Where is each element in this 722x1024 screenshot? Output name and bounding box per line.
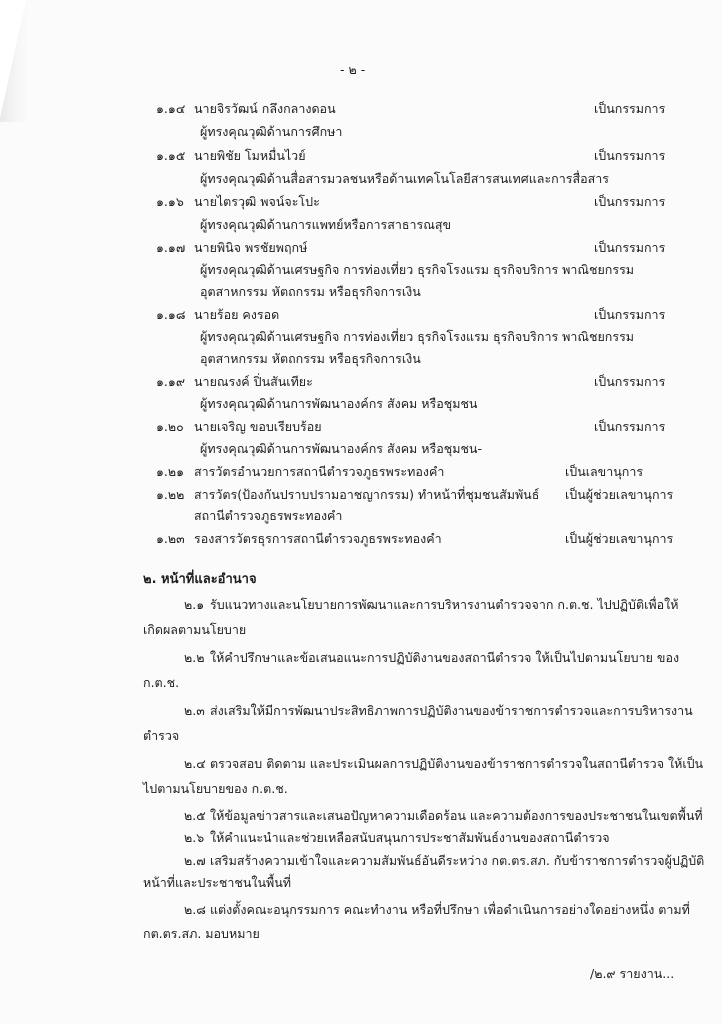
item-text: ให้ข้อมูลข่าวสารและเสนอปัญหาความเดือดร้อน และความต้องการของประชาชนในเขตพื้นที่ — [210, 808, 703, 823]
item-text-continuation: หน้าที่และประชาชนในพื้นที่ — [143, 875, 292, 890]
item-number: ๒.๑ — [184, 597, 205, 612]
item-text: แต่งตั้งคณะอนุกรรมการ คณะทำงาน หรือที่ปรึกษา เพื่อดำเนินการอย่างใดอย่างหนึ่ง ตามที่ — [210, 902, 690, 917]
item-text-continuation: เกิดผลตามนโยบาย — [143, 622, 247, 637]
member-name: สารวัตรอำนวยการสถานีตำรวจภูธรพระทองคำ — [194, 464, 445, 479]
member-number: ๑.๑๕ — [156, 148, 186, 163]
member-role: เป็นกรรมการ — [594, 374, 666, 389]
item-text: ส่งเสริมให้มีการพัฒนาประสิทธิภาพการปฏิบัติงานของข้าราชการตำรวจและการบริหารงาน — [210, 703, 693, 718]
item-text: ให้คำปรึกษาและข้อเสนอแนะการปฏิบัติงานของสถานีตำรวจ ให้เป็นไปตามนโยบาย ของ — [210, 650, 680, 665]
member-number: ๑.๒๓ — [156, 531, 185, 546]
item-number: ๒.๗ — [184, 853, 206, 868]
member-qualification: ผู้ทรงคุณวุฒิด้านสื่อสารมวลชนหรือด้านเทคโนโลยีสารสนเทศและการสื่อสาร — [200, 171, 609, 186]
member-name: นายไตรวุฒิ พจน์จะโปะ — [194, 194, 320, 209]
item-number: ๒.๕ — [184, 808, 206, 823]
member-role: เป็นกรรมการ — [594, 240, 666, 255]
item-text-continuation: ไปตามนโยบายของ ก.ต.ช. — [143, 781, 288, 796]
member-role: เป็นกรรมการ — [594, 101, 666, 116]
member-number: ๑.๒๐ — [156, 419, 184, 434]
member-qualification: ผู้ทรงคุณวุฒิด้านเศรษฐกิจ การท่องเที่ยว ธุรกิจโรงแรม ธุรกิจบริการ พาณิชยกรรม — [200, 262, 635, 277]
member-qualification: ผู้ทรงคุณวุฒิด้านเศรษฐกิจ การท่องเที่ยว ธุรกิจโรงแรม ธุรกิจบริการ พาณิชยกรรม — [200, 329, 635, 344]
member-number: ๑.๑๙ — [156, 374, 185, 389]
member-role: เป็นกรรมการ — [594, 148, 666, 163]
item-number: ๒.๘ — [184, 902, 206, 917]
member-name: นายณรงค์ ปิ่นสันเทียะ — [194, 374, 313, 389]
item-number: ๒.๓ — [184, 703, 205, 718]
member-name: นายพินิจ พรชัยพฤกษ์ — [194, 240, 308, 255]
item-text-continuation: ตำรวจ — [143, 728, 180, 743]
folded-corner — [0, 0, 26, 118]
member-role: เป็นเลขานุการ — [565, 464, 644, 479]
item-text: ให้คำแนะนำและช่วยเหลือสนับสนุนการประชาสัมพันธ์งานของสถานีตำรวจ — [210, 830, 610, 845]
member-qualification: สถานีตำรวจภูธรพระทองคำ — [194, 508, 343, 523]
member-role: เป็นกรรมการ — [594, 307, 666, 322]
member-number: ๑.๑๖ — [156, 194, 184, 209]
item-text: รับแนวทางและนโยบายการพัฒนาและการบริหารงานตำรวจจาก ก.ต.ช. ไปปฏิบัติเพื่อให้ — [210, 597, 679, 612]
item-text-continuation: ก.ต.ช. — [143, 675, 180, 690]
item-number: ๒.๔ — [184, 756, 206, 771]
member-number: ๑.๑๔ — [156, 101, 186, 116]
member-name: นายเจริญ ขอบเรียบร้อย — [194, 419, 322, 434]
item-text: ตรวจสอบ ติดตาม และประเมินผลการปฏิบัติงานของข้าราชการตำรวจในสถานีตำรวจ ให้เป็น — [210, 756, 704, 771]
item-number: ๒.๒ — [184, 650, 205, 665]
member-qualification: ผู้ทรงคุณวุฒิด้านการแพทย์หรือการสาธารณสุข — [200, 217, 452, 232]
member-number: ๑.๑๘ — [156, 307, 186, 322]
member-qualification: อุตสาหกรรม หัตถกรรม หรือธุรกิจการเงิน — [200, 351, 421, 366]
item-number: ๒.๖ — [184, 830, 205, 845]
member-number: ๑.๒๒ — [156, 487, 185, 502]
page-number: - ๒ - — [340, 62, 366, 77]
member-qualification: ผู้ทรงคุณวุฒิด้านการพัฒนาองค์กร สังคม หรือชุมชน — [200, 396, 478, 411]
member-name: นายร้อย คงรอด — [194, 307, 280, 322]
item-text: เสริมสร้างความเข้าใจและความสัมพันธ์อันดีระหว่าง กต.ตร.สภ. กับข้าราชการตำรวจผู้ปฏิบัติ — [210, 853, 705, 868]
member-qualification: อุตสาหกรรม หัตถกรรม หรือธุรกิจการเงิน — [200, 284, 421, 299]
continuation-note: /๒.๙ รายงาน... — [590, 966, 675, 981]
member-name: สารวัตร(ป้องกันปราบปรามอาชญากรรม) ทำหน้าที่ชุมชนสัมพันธ์ — [194, 487, 540, 502]
member-qualification: ผู้ทรงคุณวุฒิด้านการศึกษา — [200, 124, 343, 139]
item-text-continuation: กต.ตร.สภ. มอบหมาย — [143, 926, 260, 941]
member-qualification: ผู้ทรงคุณวุฒิด้านการพัฒนาองค์กร สังคม หรือชุมชน- — [200, 441, 482, 456]
member-role: เป็นผู้ช่วยเลขานุการ — [565, 487, 674, 502]
section-heading: ๒. หน้าที่และอำนาจ — [143, 572, 257, 587]
member-role: เป็นกรรมการ — [594, 194, 666, 209]
member-name: รองสารวัตรธุรการสถานีตำรวจภูธรพระทองคำ — [194, 531, 442, 546]
member-number: ๑.๒๑ — [156, 464, 185, 479]
member-role: เป็นกรรมการ — [594, 419, 666, 434]
member-number: ๑.๑๗ — [156, 240, 186, 255]
member-role: เป็นผู้ช่วยเลขานุการ — [565, 531, 674, 546]
member-name: นายจิรวัฒน์ กลึงกลางดอน — [194, 101, 336, 116]
member-name: นายพิชัย โมหมื่นไวย์ — [194, 148, 306, 163]
